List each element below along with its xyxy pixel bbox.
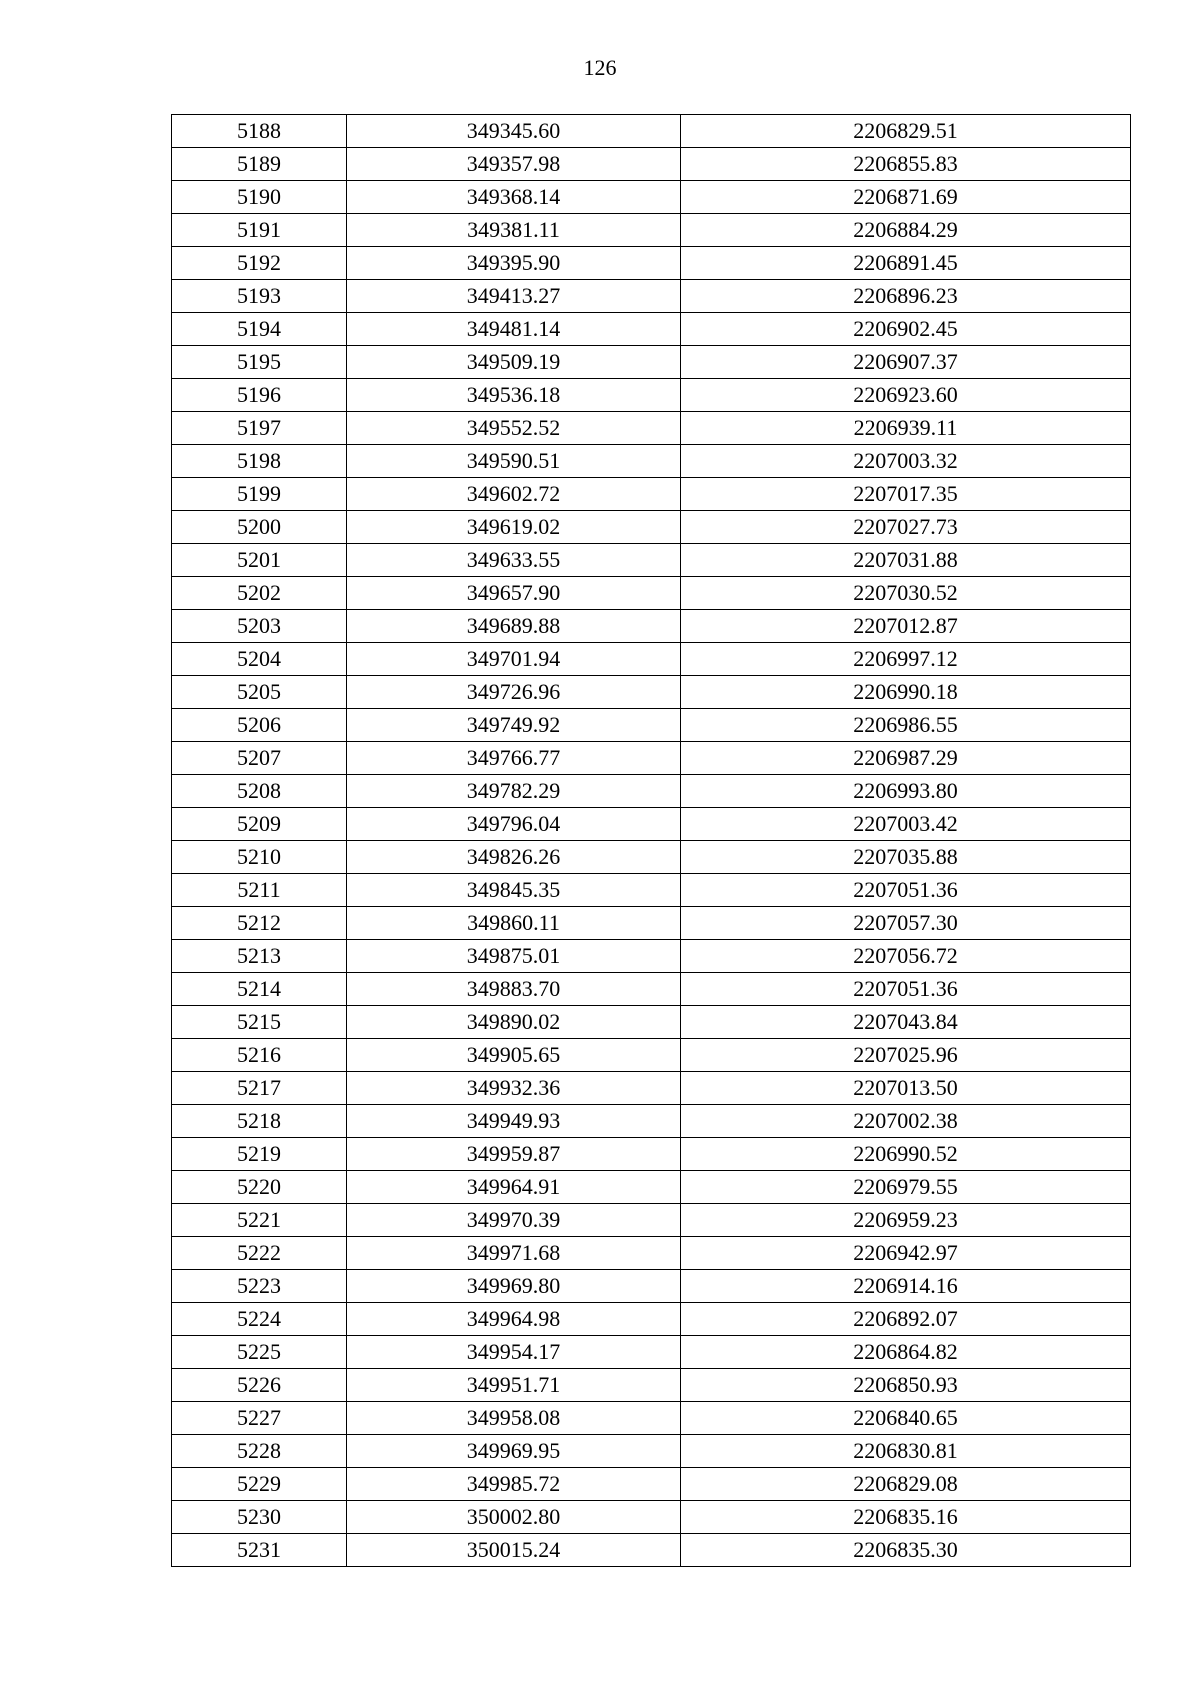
coordinate-x-cell: 349536.18: [347, 379, 681, 412]
point-number-cell: 5217: [172, 1072, 347, 1105]
coordinate-x-cell: 349766.77: [347, 742, 681, 775]
coordinate-y-cell: 2207035.88: [681, 841, 1131, 874]
coordinate-y-cell: 2206902.45: [681, 313, 1131, 346]
point-number-cell: 5222: [172, 1237, 347, 1270]
coordinate-y-cell: 2207030.52: [681, 577, 1131, 610]
coordinate-y-cell: 2206835.16: [681, 1501, 1131, 1534]
point-number-cell: 5188: [172, 115, 347, 148]
coordinate-y-cell: 2206835.30: [681, 1534, 1131, 1567]
table-row: [172, 1138, 1131, 1171]
coordinate-y-cell: 2206959.23: [681, 1204, 1131, 1237]
table-row: [172, 313, 1131, 346]
coordinate-x-cell: 349381.11: [347, 214, 681, 247]
table-row: [172, 544, 1131, 577]
coordinate-x-cell: 349345.60: [347, 115, 681, 148]
table-row: [172, 1171, 1131, 1204]
table-row: [172, 1435, 1131, 1468]
point-number-cell: 5225: [172, 1336, 347, 1369]
table-row: [172, 1303, 1131, 1336]
point-number-cell: 5206: [172, 709, 347, 742]
table-row: [172, 940, 1131, 973]
table-row: [172, 973, 1131, 1006]
table-row: [172, 1468, 1131, 1501]
table-row: [172, 742, 1131, 775]
point-number-cell: 5193: [172, 280, 347, 313]
coordinate-x-cell: 349883.70: [347, 973, 681, 1006]
coordinate-y-cell: 2206990.18: [681, 676, 1131, 709]
table-row: [172, 577, 1131, 610]
table-row: [172, 1204, 1131, 1237]
table-row: [172, 775, 1131, 808]
page-number: 126: [583, 55, 617, 80]
coordinate-x-cell: 349932.36: [347, 1072, 681, 1105]
coordinate-x-cell: 349959.87: [347, 1138, 681, 1171]
point-number-cell: 5192: [172, 247, 347, 280]
table-row: [172, 676, 1131, 709]
table-row: [172, 1534, 1131, 1567]
coordinate-x-cell: 349875.01: [347, 940, 681, 973]
point-number-cell: 5194: [172, 313, 347, 346]
table-row: [172, 1105, 1131, 1138]
point-number-cell: 5197: [172, 412, 347, 445]
point-number-cell: 5228: [172, 1435, 347, 1468]
point-number-cell: 5220: [172, 1171, 347, 1204]
coordinate-x-cell: 349949.93: [347, 1105, 681, 1138]
coordinate-y-cell: 2206884.29: [681, 214, 1131, 247]
point-number-cell: 5227: [172, 1402, 347, 1435]
coordinate-y-cell: 2207003.32: [681, 445, 1131, 478]
coordinates-table: [171, 114, 1131, 1567]
point-number-cell: 5230: [172, 1501, 347, 1534]
coordinate-y-cell: 2206942.97: [681, 1237, 1131, 1270]
table-row: [172, 346, 1131, 379]
point-number-cell: 5207: [172, 742, 347, 775]
coordinate-x-cell: 349481.14: [347, 313, 681, 346]
coordinate-y-cell: 2207057.30: [681, 907, 1131, 940]
point-number-cell: 5231: [172, 1534, 347, 1567]
coordinate-x-cell: 349826.26: [347, 841, 681, 874]
coordinate-x-cell: 349357.98: [347, 148, 681, 181]
point-number-cell: 5226: [172, 1369, 347, 1402]
coordinate-y-cell: 2206993.80: [681, 775, 1131, 808]
coordinate-y-cell: 2207025.96: [681, 1039, 1131, 1072]
coordinate-x-cell: 349964.91: [347, 1171, 681, 1204]
coordinate-y-cell: 2207012.87: [681, 610, 1131, 643]
point-number-cell: 5199: [172, 478, 347, 511]
point-number-cell: 5196: [172, 379, 347, 412]
coordinate-x-cell: 349970.39: [347, 1204, 681, 1237]
coordinate-x-cell: 349590.51: [347, 445, 681, 478]
table-row: [172, 1072, 1131, 1105]
point-number-cell: 5205: [172, 676, 347, 709]
point-number-cell: 5223: [172, 1270, 347, 1303]
point-number-cell: 5219: [172, 1138, 347, 1171]
point-number-cell: 5202: [172, 577, 347, 610]
point-number-cell: 5210: [172, 841, 347, 874]
point-number-cell: 5208: [172, 775, 347, 808]
coordinate-x-cell: 349368.14: [347, 181, 681, 214]
coordinate-y-cell: 2207002.38: [681, 1105, 1131, 1138]
point-number-cell: 5215: [172, 1006, 347, 1039]
coordinate-y-cell: 2207027.73: [681, 511, 1131, 544]
point-number-cell: 5201: [172, 544, 347, 577]
coordinate-y-cell: 2206855.83: [681, 148, 1131, 181]
point-number-cell: 5211: [172, 874, 347, 907]
point-number-cell: 5189: [172, 148, 347, 181]
coordinate-y-cell: 2206923.60: [681, 379, 1131, 412]
coordinate-y-cell: 2207031.88: [681, 544, 1131, 577]
coordinate-y-cell: 2206871.69: [681, 181, 1131, 214]
coordinate-x-cell: 349985.72: [347, 1468, 681, 1501]
table-row: [172, 874, 1131, 907]
point-number-cell: 5203: [172, 610, 347, 643]
coordinate-y-cell: 2207056.72: [681, 940, 1131, 973]
point-number-cell: 5213: [172, 940, 347, 973]
coordinate-x-cell: 349701.94: [347, 643, 681, 676]
table-row: [172, 280, 1131, 313]
point-number-cell: 5198: [172, 445, 347, 478]
coordinate-x-cell: 350015.24: [347, 1534, 681, 1567]
table-row: [172, 412, 1131, 445]
coordinate-x-cell: 349413.27: [347, 280, 681, 313]
table-row: [172, 1237, 1131, 1270]
coordinate-x-cell: 349657.90: [347, 577, 681, 610]
coordinates-table-body: [172, 115, 1131, 1567]
coordinate-y-cell: 2206997.12: [681, 643, 1131, 676]
table-row: [172, 1369, 1131, 1402]
point-number-cell: 5190: [172, 181, 347, 214]
table-row: [172, 115, 1131, 148]
table-row: [172, 1402, 1131, 1435]
point-number-cell: 5214: [172, 973, 347, 1006]
coordinate-y-cell: 2206939.11: [681, 412, 1131, 445]
coordinate-y-cell: 2206840.65: [681, 1402, 1131, 1435]
coordinate-x-cell: 349509.19: [347, 346, 681, 379]
point-number-cell: 5218: [172, 1105, 347, 1138]
coordinate-y-cell: 2206850.93: [681, 1369, 1131, 1402]
table-row: [172, 511, 1131, 544]
point-number-cell: 5191: [172, 214, 347, 247]
coordinate-x-cell: 349951.71: [347, 1369, 681, 1402]
coordinate-y-cell: 2206986.55: [681, 709, 1131, 742]
coordinate-y-cell: 2207051.36: [681, 973, 1131, 1006]
coordinate-x-cell: 349726.96: [347, 676, 681, 709]
coordinate-y-cell: 2206990.52: [681, 1138, 1131, 1171]
table-row: [172, 1039, 1131, 1072]
coordinate-y-cell: 2207051.36: [681, 874, 1131, 907]
coordinate-y-cell: 2207013.50: [681, 1072, 1131, 1105]
table-row: [172, 610, 1131, 643]
coordinate-y-cell: 2206896.23: [681, 280, 1131, 313]
table-row: [172, 1336, 1131, 1369]
table-row: [172, 709, 1131, 742]
coordinate-x-cell: 349749.92: [347, 709, 681, 742]
coordinate-x-cell: 349602.72: [347, 478, 681, 511]
point-number-cell: 5209: [172, 808, 347, 841]
coordinate-x-cell: 349689.88: [347, 610, 681, 643]
coordinate-x-cell: 349964.98: [347, 1303, 681, 1336]
coordinate-x-cell: 349845.35: [347, 874, 681, 907]
table-row: [172, 643, 1131, 676]
coordinate-x-cell: 349969.80: [347, 1270, 681, 1303]
coordinate-x-cell: 349782.29: [347, 775, 681, 808]
table-row: [172, 1006, 1131, 1039]
table-row: [172, 841, 1131, 874]
coordinate-x-cell: 349633.55: [347, 544, 681, 577]
table-row: [172, 907, 1131, 940]
table-row: [172, 148, 1131, 181]
coordinate-x-cell: 349971.68: [347, 1237, 681, 1270]
coordinate-x-cell: 349619.02: [347, 511, 681, 544]
coordinate-y-cell: 2207017.35: [681, 478, 1131, 511]
coordinate-x-cell: 349552.52: [347, 412, 681, 445]
coordinate-y-cell: 2206864.82: [681, 1336, 1131, 1369]
coordinate-x-cell: 349969.95: [347, 1435, 681, 1468]
point-number-cell: 5204: [172, 643, 347, 676]
coordinate-x-cell: 350002.80: [347, 1501, 681, 1534]
coordinate-y-cell: 2206979.55: [681, 1171, 1131, 1204]
table-row: [172, 1501, 1131, 1534]
coordinate-y-cell: 2206830.81: [681, 1435, 1131, 1468]
point-number-cell: 5195: [172, 346, 347, 379]
coordinate-x-cell: 349796.04: [347, 808, 681, 841]
coordinate-x-cell: 349890.02: [347, 1006, 681, 1039]
point-number-cell: 5212: [172, 907, 347, 940]
coordinate-y-cell: 2206829.51: [681, 115, 1131, 148]
coordinate-x-cell: 349905.65: [347, 1039, 681, 1072]
table-row: [172, 214, 1131, 247]
table-row: [172, 379, 1131, 412]
table-row: [172, 445, 1131, 478]
point-number-cell: 5229: [172, 1468, 347, 1501]
table-row: [172, 1270, 1131, 1303]
point-number-cell: 5224: [172, 1303, 347, 1336]
coordinate-x-cell: 349958.08: [347, 1402, 681, 1435]
coordinate-y-cell: 2206987.29: [681, 742, 1131, 775]
coordinate-x-cell: 349954.17: [347, 1336, 681, 1369]
coordinate-y-cell: 2207003.42: [681, 808, 1131, 841]
point-number-cell: 5216: [172, 1039, 347, 1072]
point-number-cell: 5221: [172, 1204, 347, 1237]
coordinate-y-cell: 2206914.16: [681, 1270, 1131, 1303]
table-row: [172, 478, 1131, 511]
point-number-cell: 5200: [172, 511, 347, 544]
coordinate-x-cell: 349860.11: [347, 907, 681, 940]
coordinate-x-cell: 349395.90: [347, 247, 681, 280]
coordinate-y-cell: 2206891.45: [681, 247, 1131, 280]
coordinate-y-cell: 2206892.07: [681, 1303, 1131, 1336]
table-row: [172, 247, 1131, 280]
coordinate-y-cell: 2207043.84: [681, 1006, 1131, 1039]
coordinate-y-cell: 2206907.37: [681, 346, 1131, 379]
table-row: [172, 808, 1131, 841]
table-row: [172, 181, 1131, 214]
coordinate-y-cell: 2206829.08: [681, 1468, 1131, 1501]
